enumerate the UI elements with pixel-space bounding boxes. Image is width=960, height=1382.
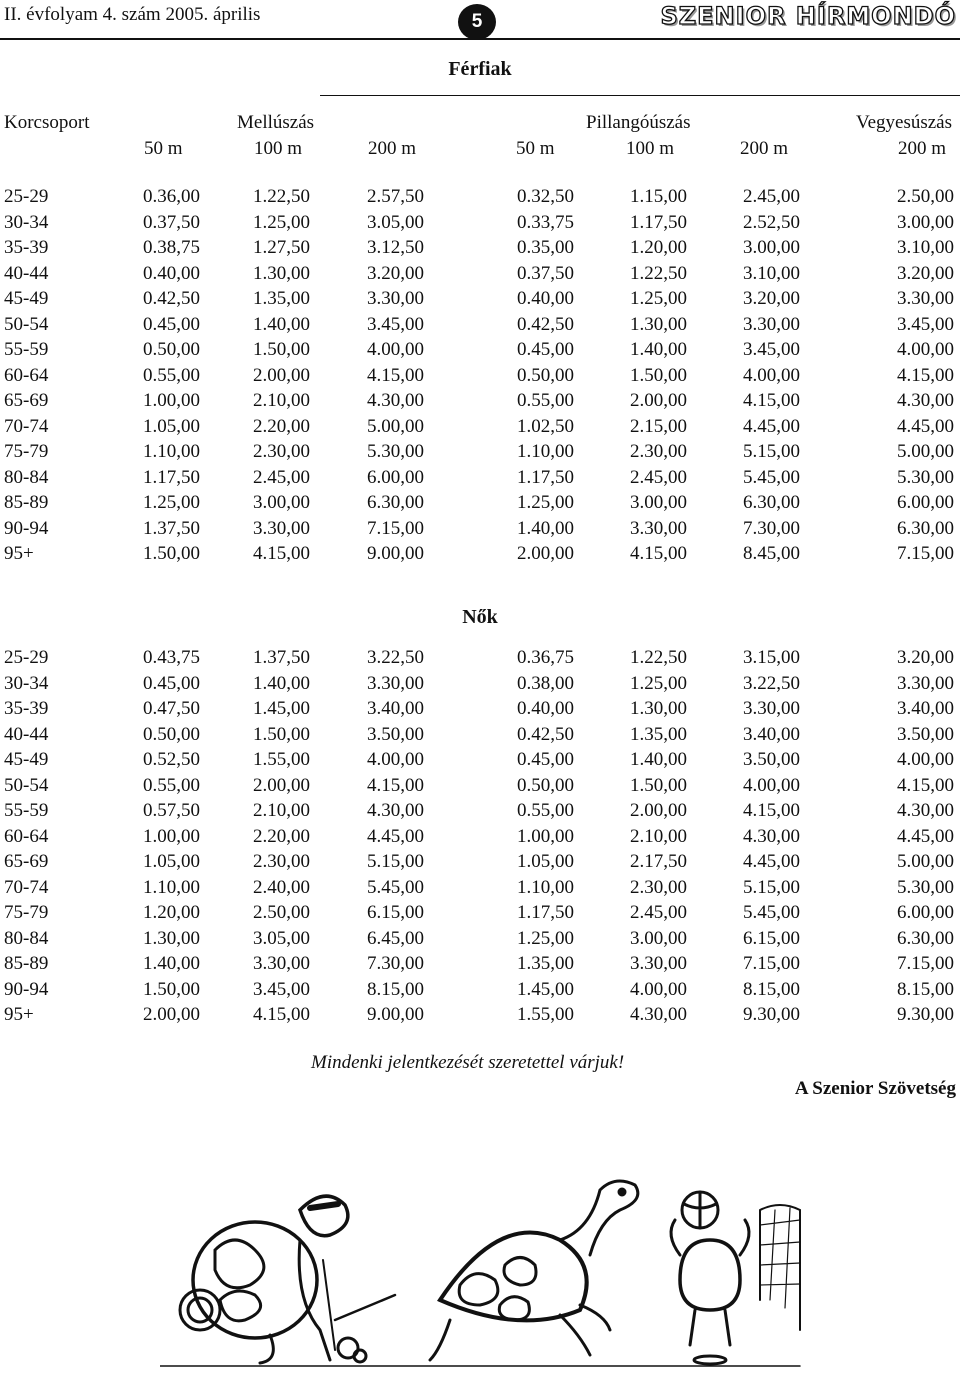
cell-butterfly-100m: 1.22,50 bbox=[630, 647, 687, 668]
cell-breaststroke-50m: 1.50,00 bbox=[143, 978, 200, 1000]
cell-breaststroke-50m: 1.17,50 bbox=[143, 466, 200, 488]
cell-medley-200m: 7.15,00 bbox=[897, 953, 954, 974]
page-number-badge: 5 bbox=[458, 4, 496, 40]
cell-butterfly-200m: 3.40,00 bbox=[743, 723, 800, 745]
table-row bbox=[0, 979, 960, 1004]
cell-breaststroke-200m: 7.30,00 bbox=[367, 953, 424, 974]
cell-age-group: 45-49 bbox=[4, 749, 49, 770]
cell-butterfly-200m: 6.15,00 bbox=[743, 927, 800, 949]
dist-100m: 100 m bbox=[254, 138, 303, 159]
cell-butterfly-100m: 2.00,00 bbox=[630, 390, 687, 411]
cell-butterfly-50m: 1.25,00 bbox=[517, 492, 574, 513]
cell-breaststroke-100m: 2.20,00 bbox=[253, 415, 310, 437]
cell-butterfly-50m: 1.17,50 bbox=[517, 466, 574, 488]
cell-age-group: 50-54 bbox=[4, 774, 49, 796]
cell-age-group: 95+ bbox=[4, 543, 34, 564]
cell-butterfly-200m: 3.50,00 bbox=[743, 749, 800, 770]
cell-breaststroke-50m: 1.30,00 bbox=[143, 927, 200, 949]
cell-breaststroke-50m: 0.43,75 bbox=[143, 647, 200, 668]
cell-age-group: 40-44 bbox=[4, 723, 49, 745]
table-row bbox=[0, 390, 960, 415]
cell-butterfly-200m: 3.45,00 bbox=[743, 339, 800, 360]
cell-breaststroke-200m: 3.05,00 bbox=[367, 211, 424, 233]
cell-breaststroke-100m: 2.30,00 bbox=[253, 851, 310, 872]
cell-breaststroke-50m: 0.47,50 bbox=[143, 698, 200, 719]
cell-butterfly-200m: 6.30,00 bbox=[743, 492, 800, 513]
cell-breaststroke-100m: 3.30,00 bbox=[253, 953, 310, 974]
table-row bbox=[0, 186, 960, 211]
dist-200m: 200 m bbox=[740, 138, 789, 159]
cell-age-group: 90-94 bbox=[4, 978, 49, 1000]
table-row bbox=[0, 263, 960, 288]
cell-breaststroke-100m: 1.50,00 bbox=[253, 339, 310, 360]
men-section-title: Férfiak bbox=[448, 58, 512, 80]
cell-butterfly-100m: 1.50,00 bbox=[630, 774, 687, 796]
cell-butterfly-200m: 3.30,00 bbox=[743, 698, 800, 719]
table-row bbox=[0, 365, 960, 390]
cell-butterfly-50m: 1.05,00 bbox=[517, 851, 574, 872]
cell-medley-200m: 3.30,00 bbox=[897, 288, 954, 309]
cell-butterfly-50m: 1.17,50 bbox=[517, 902, 574, 923]
cell-butterfly-50m: 0.33,75 bbox=[517, 211, 574, 233]
cell-butterfly-100m: 4.15,00 bbox=[630, 543, 687, 564]
dist-50m: 50 m bbox=[144, 138, 183, 159]
cell-age-group: 35-39 bbox=[4, 237, 49, 258]
cell-medley-200m: 3.50,00 bbox=[897, 723, 954, 745]
cell-butterfly-200m: 4.00,00 bbox=[743, 774, 800, 796]
cell-breaststroke-200m: 4.15,00 bbox=[367, 774, 424, 796]
cell-breaststroke-50m: 0.37,50 bbox=[143, 211, 200, 233]
cell-butterfly-200m: 4.00,00 bbox=[743, 364, 800, 386]
cell-breaststroke-100m: 2.50,00 bbox=[253, 902, 310, 923]
cell-breaststroke-200m: 3.45,00 bbox=[367, 313, 424, 335]
cell-medley-200m: 6.00,00 bbox=[897, 492, 954, 513]
cell-age-group: 75-79 bbox=[4, 902, 49, 923]
cell-butterfly-100m: 1.30,00 bbox=[630, 313, 687, 335]
cell-breaststroke-200m: 8.15,00 bbox=[367, 978, 424, 1000]
table-row bbox=[0, 928, 960, 953]
cell-butterfly-50m: 1.00,00 bbox=[517, 825, 574, 847]
cell-breaststroke-50m: 0.50,00 bbox=[143, 723, 200, 745]
cell-butterfly-50m: 0.37,50 bbox=[517, 262, 574, 284]
cell-butterfly-50m: 0.55,00 bbox=[517, 390, 574, 411]
cell-breaststroke-200m: 2.57,50 bbox=[367, 186, 424, 207]
cell-breaststroke-50m: 1.10,00 bbox=[143, 441, 200, 462]
cell-breaststroke-50m: 0.42,50 bbox=[143, 288, 200, 309]
cell-butterfly-100m: 3.30,00 bbox=[630, 953, 687, 974]
cell-breaststroke-100m: 2.10,00 bbox=[253, 800, 310, 821]
cell-butterfly-200m: 5.45,00 bbox=[743, 902, 800, 923]
cell-breaststroke-50m: 0.45,00 bbox=[143, 313, 200, 335]
cell-breaststroke-50m: 0.52,50 bbox=[143, 749, 200, 770]
cell-medley-200m: 4.45,00 bbox=[897, 825, 954, 847]
cell-butterfly-200m: 7.30,00 bbox=[743, 517, 800, 539]
cell-breaststroke-50m: 1.00,00 bbox=[143, 390, 200, 411]
table-row bbox=[0, 724, 960, 749]
table-row bbox=[0, 698, 960, 723]
cell-age-group: 75-79 bbox=[4, 441, 49, 462]
dist-100m: 100 m bbox=[626, 138, 675, 159]
cell-butterfly-200m: 5.45,00 bbox=[743, 466, 800, 488]
cell-medley-200m: 4.00,00 bbox=[897, 339, 954, 360]
dist-200m: 200 m bbox=[897, 138, 946, 159]
cell-breaststroke-100m: 1.35,00 bbox=[253, 288, 310, 309]
cell-breaststroke-200m: 5.00,00 bbox=[367, 415, 424, 437]
cell-butterfly-100m: 2.17,50 bbox=[630, 851, 687, 872]
cell-breaststroke-50m: 0.55,00 bbox=[143, 364, 200, 386]
table-row bbox=[0, 441, 960, 466]
cell-breaststroke-200m: 3.30,00 bbox=[367, 672, 424, 694]
cell-butterfly-100m: 3.00,00 bbox=[630, 927, 687, 949]
table-row bbox=[0, 467, 960, 492]
header-divider bbox=[0, 38, 960, 40]
cell-breaststroke-200m: 4.45,00 bbox=[367, 825, 424, 847]
cell-breaststroke-100m: 1.30,00 bbox=[253, 262, 310, 284]
table-row bbox=[0, 877, 960, 902]
cell-butterfly-100m: 1.25,00 bbox=[630, 288, 687, 309]
cell-butterfly-100m: 1.30,00 bbox=[630, 698, 687, 719]
col-breaststroke-label: Mellúszás bbox=[237, 112, 315, 133]
cell-breaststroke-100m: 1.40,00 bbox=[253, 672, 310, 694]
cell-butterfly-200m: 3.10,00 bbox=[743, 262, 800, 284]
cell-age-group: 85-89 bbox=[4, 492, 49, 513]
cell-breaststroke-200m: 5.15,00 bbox=[367, 851, 424, 872]
cell-medley-200m: 3.10,00 bbox=[897, 237, 954, 258]
cell-butterfly-200m: 9.30,00 bbox=[743, 1004, 800, 1025]
cell-age-group: 35-39 bbox=[4, 698, 49, 719]
table-row bbox=[0, 775, 960, 800]
cell-breaststroke-100m: 2.00,00 bbox=[253, 774, 310, 796]
cell-breaststroke-100m: 2.00,00 bbox=[253, 364, 310, 386]
cell-age-group: 55-59 bbox=[4, 339, 49, 360]
cell-breaststroke-100m: 1.27,50 bbox=[253, 237, 310, 258]
table-row bbox=[0, 673, 960, 698]
cell-age-group: 25-29 bbox=[4, 647, 49, 668]
cell-breaststroke-100m: 1.45,00 bbox=[253, 698, 310, 719]
table-row bbox=[0, 851, 960, 876]
cell-butterfly-200m: 4.15,00 bbox=[743, 800, 800, 821]
table-row bbox=[0, 339, 960, 364]
cell-medley-200m: 3.00,00 bbox=[897, 211, 954, 233]
cell-breaststroke-100m: 1.22,50 bbox=[253, 186, 310, 207]
cell-age-group: 95+ bbox=[4, 1004, 34, 1025]
cell-breaststroke-200m: 5.45,00 bbox=[367, 876, 424, 898]
cell-butterfly-50m: 0.38,00 bbox=[517, 672, 574, 694]
cell-breaststroke-200m: 3.12,50 bbox=[367, 237, 424, 258]
cell-breaststroke-100m: 1.55,00 bbox=[253, 749, 310, 770]
cell-butterfly-50m: 0.35,00 bbox=[517, 237, 574, 258]
cell-butterfly-50m: 0.40,00 bbox=[517, 288, 574, 309]
cell-butterfly-50m: 1.40,00 bbox=[517, 517, 574, 539]
cell-breaststroke-50m: 0.57,50 bbox=[143, 800, 200, 821]
table-row bbox=[0, 902, 960, 927]
cell-breaststroke-200m: 4.30,00 bbox=[367, 390, 424, 411]
table-row bbox=[0, 237, 960, 262]
cell-butterfly-50m: 1.25,00 bbox=[517, 927, 574, 949]
cell-butterfly-50m: 0.32,50 bbox=[517, 186, 574, 207]
cell-breaststroke-50m: 0.55,00 bbox=[143, 774, 200, 796]
cell-breaststroke-50m: 1.25,00 bbox=[143, 492, 200, 513]
cell-age-group: 60-64 bbox=[4, 825, 49, 847]
cell-age-group: 70-74 bbox=[4, 415, 49, 437]
cell-breaststroke-50m: 1.05,00 bbox=[143, 851, 200, 872]
table-row bbox=[0, 314, 960, 339]
table-row bbox=[0, 826, 960, 851]
cell-breaststroke-100m: 3.05,00 bbox=[253, 927, 310, 949]
cell-breaststroke-200m: 4.30,00 bbox=[367, 800, 424, 821]
cell-breaststroke-200m: 9.00,00 bbox=[367, 543, 424, 564]
cell-age-group: 30-34 bbox=[4, 672, 49, 694]
cell-age-group: 60-64 bbox=[4, 364, 49, 386]
signature: A Szenior Szövetség bbox=[794, 1078, 956, 1099]
cell-butterfly-200m: 3.30,00 bbox=[743, 313, 800, 335]
cell-butterfly-200m: 2.52,50 bbox=[743, 211, 800, 233]
cell-butterfly-100m: 1.20,00 bbox=[630, 237, 687, 258]
cell-butterfly-200m: 8.45,00 bbox=[743, 543, 800, 564]
table-row bbox=[0, 212, 960, 237]
cell-butterfly-200m: 5.15,00 bbox=[743, 441, 800, 462]
cell-breaststroke-200m: 4.00,00 bbox=[367, 339, 424, 360]
men-divider bbox=[320, 95, 960, 96]
cell-breaststroke-200m: 6.45,00 bbox=[367, 927, 424, 949]
cell-butterfly-100m: 1.25,00 bbox=[630, 672, 687, 694]
cell-butterfly-100m: 1.50,00 bbox=[630, 364, 687, 386]
cell-butterfly-100m: 2.30,00 bbox=[630, 876, 687, 898]
cell-butterfly-100m: 2.10,00 bbox=[630, 825, 687, 847]
cell-breaststroke-50m: 1.37,50 bbox=[143, 517, 200, 539]
cell-breaststroke-50m: 0.36,00 bbox=[143, 186, 200, 207]
cell-butterfly-50m: 0.50,00 bbox=[517, 364, 574, 386]
cell-breaststroke-200m: 6.15,00 bbox=[367, 902, 424, 923]
cell-medley-200m: 4.45,00 bbox=[897, 415, 954, 437]
cell-breaststroke-100m: 2.45,00 bbox=[253, 466, 310, 488]
cell-medley-200m: 9.30,00 bbox=[897, 1004, 954, 1025]
cell-butterfly-100m: 1.22,50 bbox=[630, 262, 687, 284]
cell-butterfly-200m: 7.15,00 bbox=[743, 953, 800, 974]
women-section-title: Nők bbox=[462, 606, 498, 628]
cell-butterfly-100m: 2.30,00 bbox=[630, 441, 687, 462]
cell-breaststroke-50m: 0.45,00 bbox=[143, 672, 200, 694]
cell-age-group: 40-44 bbox=[4, 262, 49, 284]
cell-medley-200m: 4.30,00 bbox=[897, 390, 954, 411]
cell-breaststroke-200m: 9.00,00 bbox=[367, 1004, 424, 1025]
cell-butterfly-100m: 1.17,50 bbox=[630, 211, 687, 233]
table-row bbox=[0, 953, 960, 978]
cell-breaststroke-200m: 3.20,00 bbox=[367, 262, 424, 284]
cell-breaststroke-50m: 1.20,00 bbox=[143, 902, 200, 923]
cell-medley-200m: 6.30,00 bbox=[897, 927, 954, 949]
cell-butterfly-200m: 2.45,00 bbox=[743, 186, 800, 207]
cell-breaststroke-200m: 3.40,00 bbox=[367, 698, 424, 719]
cell-breaststroke-50m: 1.40,00 bbox=[143, 953, 200, 974]
cell-butterfly-100m: 2.15,00 bbox=[630, 415, 687, 437]
cell-medley-200m: 2.50,00 bbox=[897, 186, 954, 207]
cell-breaststroke-200m: 6.30,00 bbox=[367, 492, 424, 513]
cell-breaststroke-200m: 3.30,00 bbox=[367, 288, 424, 309]
cell-butterfly-50m: 0.50,00 bbox=[517, 774, 574, 796]
cell-butterfly-200m: 5.15,00 bbox=[743, 876, 800, 898]
cell-age-group: 25-29 bbox=[4, 186, 49, 207]
cell-butterfly-100m: 4.30,00 bbox=[630, 1004, 687, 1025]
cell-butterfly-100m: 1.40,00 bbox=[630, 339, 687, 360]
cell-age-group: 30-34 bbox=[4, 211, 49, 233]
cell-butterfly-100m: 3.00,00 bbox=[630, 492, 687, 513]
cell-butterfly-50m: 0.42,50 bbox=[517, 313, 574, 335]
cell-breaststroke-200m: 3.50,00 bbox=[367, 723, 424, 745]
issue-info: II. évfolyam 4. szám 2005. április bbox=[4, 4, 261, 25]
cell-medley-200m: 5.30,00 bbox=[897, 876, 954, 898]
cell-medley-200m: 8.15,00 bbox=[897, 978, 954, 1000]
cell-medley-200m: 4.00,00 bbox=[897, 749, 954, 770]
cell-medley-200m: 4.15,00 bbox=[897, 774, 954, 796]
cell-butterfly-200m: 4.45,00 bbox=[743, 415, 800, 437]
cell-breaststroke-100m: 2.10,00 bbox=[253, 390, 310, 411]
cell-butterfly-100m: 1.35,00 bbox=[630, 723, 687, 745]
cell-breaststroke-50m: 0.38,75 bbox=[143, 237, 200, 258]
logo-wordmark: SZENIOR HÍRMONDÓ bbox=[660, 2, 956, 30]
cell-medley-200m: 6.30,00 bbox=[897, 517, 954, 539]
cell-butterfly-200m: 3.00,00 bbox=[743, 237, 800, 258]
closing-note: Mindenki jelentkezését szeretettel várjuk! bbox=[311, 1052, 625, 1073]
cell-butterfly-100m: 4.00,00 bbox=[630, 978, 687, 1000]
table-row bbox=[0, 543, 960, 568]
table-row bbox=[0, 416, 960, 441]
cell-butterfly-100m: 3.30,00 bbox=[630, 517, 687, 539]
cell-medley-200m: 3.40,00 bbox=[897, 698, 954, 719]
cell-butterfly-100m: 2.45,00 bbox=[630, 902, 687, 923]
dist-200m: 200 m bbox=[368, 138, 417, 159]
cell-butterfly-100m: 2.00,00 bbox=[630, 800, 687, 821]
table-row bbox=[0, 518, 960, 543]
cell-age-group: 80-84 bbox=[4, 466, 49, 488]
cell-butterfly-50m: 0.45,00 bbox=[517, 339, 574, 360]
cell-butterfly-50m: 0.40,00 bbox=[517, 698, 574, 719]
cell-breaststroke-50m: 0.40,00 bbox=[143, 262, 200, 284]
cell-breaststroke-200m: 7.15,00 bbox=[367, 517, 424, 539]
col-butterfly-label: Pillangóúszás bbox=[586, 112, 691, 133]
cell-butterfly-50m: 2.00,00 bbox=[517, 543, 574, 564]
table-row bbox=[0, 1004, 960, 1029]
cell-butterfly-50m: 1.10,00 bbox=[517, 876, 574, 898]
cell-breaststroke-200m: 5.30,00 bbox=[367, 441, 424, 462]
cell-medley-200m: 5.00,00 bbox=[897, 441, 954, 462]
cell-breaststroke-100m: 1.25,00 bbox=[253, 211, 310, 233]
cell-breaststroke-50m: 1.10,00 bbox=[143, 876, 200, 898]
cell-age-group: 85-89 bbox=[4, 953, 49, 974]
table-row bbox=[0, 800, 960, 825]
cell-age-group: 45-49 bbox=[4, 288, 49, 309]
cell-breaststroke-100m: 4.15,00 bbox=[253, 543, 310, 564]
cell-breaststroke-200m: 4.15,00 bbox=[367, 364, 424, 386]
cell-age-group: 65-69 bbox=[4, 390, 49, 411]
cell-butterfly-100m: 1.15,00 bbox=[630, 186, 687, 207]
cell-breaststroke-50m: 0.50,00 bbox=[143, 339, 200, 360]
cell-butterfly-50m: 1.10,00 bbox=[517, 441, 574, 462]
table-row bbox=[0, 492, 960, 517]
cell-breaststroke-200m: 3.22,50 bbox=[367, 647, 424, 668]
cell-medley-200m: 5.30,00 bbox=[897, 466, 954, 488]
cell-butterfly-50m: 1.45,00 bbox=[517, 978, 574, 1000]
cell-breaststroke-50m: 1.50,00 bbox=[143, 543, 200, 564]
cell-breaststroke-100m: 1.40,00 bbox=[253, 313, 310, 335]
cell-butterfly-200m: 4.15,00 bbox=[743, 390, 800, 411]
cell-breaststroke-100m: 1.37,50 bbox=[253, 647, 310, 668]
cell-age-group: 90-94 bbox=[4, 517, 49, 539]
cell-age-group: 80-84 bbox=[4, 927, 49, 949]
cell-breaststroke-200m: 6.00,00 bbox=[367, 466, 424, 488]
cell-medley-200m: 4.30,00 bbox=[897, 800, 954, 821]
cell-breaststroke-200m: 4.00,00 bbox=[367, 749, 424, 770]
cell-medley-200m: 3.30,00 bbox=[897, 672, 954, 694]
cell-medley-200m: 6.00,00 bbox=[897, 902, 954, 923]
cell-breaststroke-100m: 2.30,00 bbox=[253, 441, 310, 462]
cell-breaststroke-100m: 4.15,00 bbox=[253, 1004, 310, 1025]
cell-medley-200m: 3.20,00 bbox=[897, 647, 954, 668]
cell-butterfly-50m: 0.45,00 bbox=[517, 749, 574, 770]
cell-butterfly-50m: 0.36,75 bbox=[517, 647, 574, 668]
cell-medley-200m: 3.45,00 bbox=[897, 313, 954, 335]
cell-breaststroke-100m: 3.30,00 bbox=[253, 517, 310, 539]
cell-breaststroke-100m: 3.00,00 bbox=[253, 492, 310, 513]
table-row bbox=[0, 288, 960, 313]
col-medley-label: Vegyesúszás bbox=[855, 112, 952, 133]
cell-butterfly-50m: 0.42,50 bbox=[517, 723, 574, 745]
cell-medley-200m: 5.00,00 bbox=[897, 851, 954, 872]
cell-breaststroke-100m: 1.50,00 bbox=[253, 723, 310, 745]
cell-breaststroke-50m: 1.00,00 bbox=[143, 825, 200, 847]
cell-butterfly-200m: 3.22,50 bbox=[743, 672, 800, 694]
cell-breaststroke-50m: 1.05,00 bbox=[143, 415, 200, 437]
cell-butterfly-50m: 0.55,00 bbox=[517, 800, 574, 821]
cell-butterfly-50m: 1.02,50 bbox=[517, 415, 574, 437]
cell-butterfly-200m: 8.15,00 bbox=[743, 978, 800, 1000]
cell-medley-200m: 4.15,00 bbox=[897, 364, 954, 386]
cell-breaststroke-100m: 2.40,00 bbox=[253, 876, 310, 898]
cell-butterfly-200m: 3.20,00 bbox=[743, 288, 800, 309]
table-row bbox=[0, 749, 960, 774]
cell-butterfly-50m: 1.55,00 bbox=[517, 1004, 574, 1025]
cell-butterfly-200m: 4.45,00 bbox=[743, 851, 800, 872]
cell-medley-200m: 3.20,00 bbox=[897, 262, 954, 284]
col-age-group-label: Korcsoport bbox=[4, 112, 90, 133]
cell-butterfly-200m: 3.15,00 bbox=[743, 647, 800, 668]
table-row bbox=[0, 647, 960, 672]
dist-50m: 50 m bbox=[516, 138, 555, 159]
turtle-cartoon-illustration bbox=[160, 1170, 810, 1370]
cell-butterfly-200m: 4.30,00 bbox=[743, 825, 800, 847]
cell-butterfly-50m: 1.35,00 bbox=[517, 953, 574, 974]
cell-breaststroke-100m: 3.45,00 bbox=[253, 978, 310, 1000]
cell-butterfly-100m: 2.45,00 bbox=[630, 466, 687, 488]
cell-age-group: 65-69 bbox=[4, 851, 49, 872]
cell-age-group: 55-59 bbox=[4, 800, 49, 821]
cell-breaststroke-50m: 2.00,00 bbox=[143, 1004, 200, 1025]
cell-age-group: 50-54 bbox=[4, 313, 49, 335]
cell-breaststroke-100m: 2.20,00 bbox=[253, 825, 310, 847]
cell-medley-200m: 7.15,00 bbox=[897, 543, 954, 564]
cell-age-group: 70-74 bbox=[4, 876, 49, 898]
cell-butterfly-100m: 1.40,00 bbox=[630, 749, 687, 770]
page-header bbox=[0, 0, 960, 40]
